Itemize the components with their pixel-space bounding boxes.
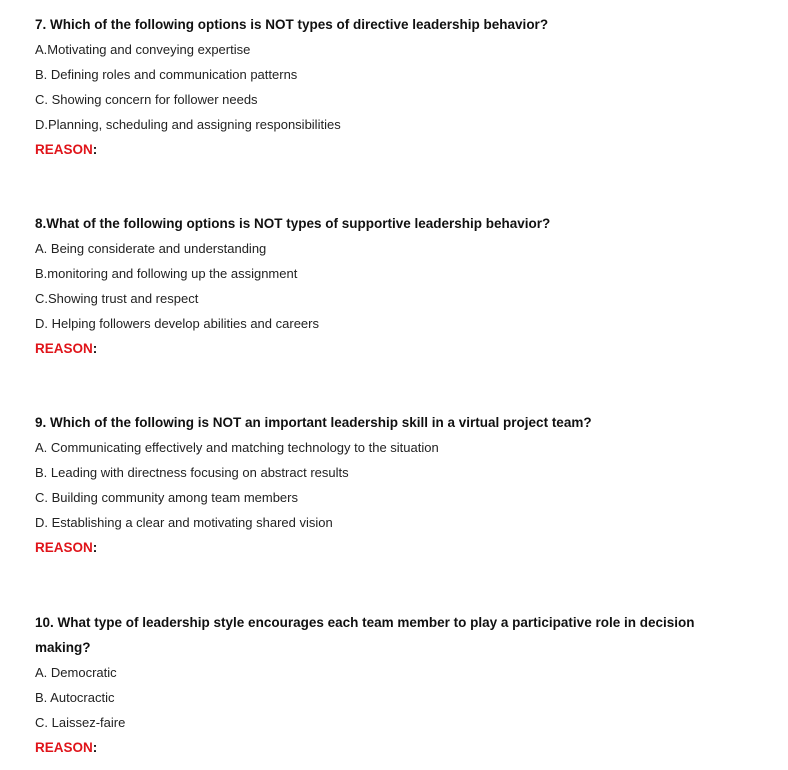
reason-line — [35, 137, 735, 162]
option-c: C. Building community among team members — [35, 490, 298, 505]
reason-label: REASON — [35, 540, 93, 555]
reason-label: REASON — [35, 341, 93, 356]
reason-colon: : — [92, 540, 98, 555]
question-title: 10. What type of leadership style encourages each team member to play a participative role in decision making? — [35, 615, 695, 655]
option-c: C. Showing concern for follower needs — [35, 92, 258, 107]
question-title: 8.What of the following options is NOT types of supportive leadership behavior? — [35, 216, 551, 231]
question-8 — [35, 211, 735, 361]
reason-colon: : — [92, 142, 98, 157]
option-a: A. Democratic — [35, 665, 117, 680]
reason-colon: : — [92, 341, 98, 356]
question-7 — [35, 12, 735, 162]
question-10 — [35, 610, 735, 760]
question-title: 9. Which of the following is NOT an important leadership skill in a virtual project team? — [35, 415, 592, 430]
reason-label: REASON — [35, 142, 93, 157]
option-b: B.monitoring and following up the assignment — [35, 266, 298, 281]
option-a: A.Motivating and conveying expertise — [35, 42, 251, 57]
option-b: B. Autocractic — [35, 690, 115, 705]
option-b: B. Leading with directness focusing on abstract results — [35, 465, 349, 480]
option-d: D.Planning, scheduling and assigning responsibilities — [35, 117, 341, 132]
option-a: A. Being considerate and understanding — [35, 241, 267, 256]
question-9 — [35, 410, 735, 560]
option-c: C.Showing trust and respect — [35, 291, 199, 306]
reason-line — [35, 735, 735, 760]
reason-colon: : — [92, 740, 98, 755]
option-a: A. Communicating effectively and matching technology to the situation — [35, 440, 439, 455]
question-title: 7. Which of the following options is NOT types of directive leadership behavior? — [35, 17, 549, 32]
reason-line — [35, 336, 735, 361]
option-b: B. Defining roles and communication patterns — [35, 67, 298, 82]
reason-line — [35, 535, 735, 560]
option-c: C. Laissez-faire — [35, 715, 126, 730]
reason-label: REASON — [35, 740, 93, 755]
option-d: D. Establishing a clear and motivating shared vision — [35, 515, 333, 530]
option-d: D. Helping followers develop abilities and careers — [35, 316, 319, 331]
